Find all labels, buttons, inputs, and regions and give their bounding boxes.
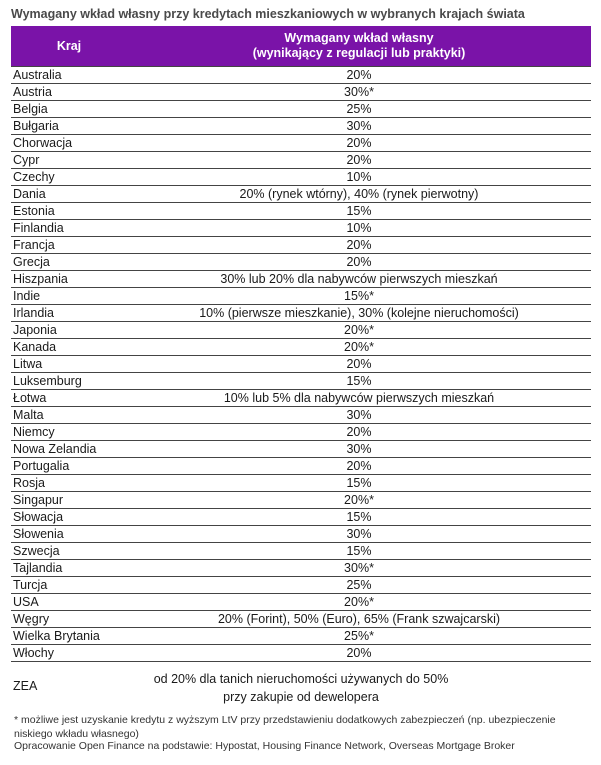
table-row — [11, 203, 591, 220]
row-value: 30%* — [127, 560, 591, 577]
table-row — [11, 322, 591, 339]
row-country: Portugalia — [11, 458, 127, 475]
table-row — [11, 135, 591, 152]
row-country: Włochy — [11, 645, 127, 662]
row-country: Słowacja — [11, 509, 127, 526]
row-value: 20% — [127, 67, 591, 84]
row-value: 20% — [127, 135, 591, 152]
row-value: 20% — [127, 254, 591, 271]
header-requirement-line2: (wynikający z regulacji lub praktyki) — [252, 46, 466, 60]
table-row — [11, 356, 591, 373]
row-country: Nowa Zelandia — [11, 441, 127, 458]
table-row — [11, 645, 591, 662]
table-row — [11, 220, 591, 237]
row-country: Litwa — [11, 356, 127, 373]
table-row — [11, 271, 591, 288]
table-row — [11, 577, 591, 594]
row-country: Szwecja — [11, 543, 127, 560]
row-country: Rosja — [11, 475, 127, 492]
table-row — [11, 441, 591, 458]
table-row — [11, 254, 591, 271]
row-country: Estonia — [11, 203, 127, 220]
row-country: Słowenia — [11, 526, 127, 543]
table-row — [11, 458, 591, 475]
table-row — [11, 84, 591, 101]
row-country: Bułgaria — [11, 118, 127, 135]
table-row — [11, 186, 591, 203]
row-country: Belgia — [11, 101, 127, 118]
table-row — [11, 492, 591, 509]
zea-row — [11, 666, 591, 706]
row-value: 25% — [127, 101, 591, 118]
table-row — [11, 560, 591, 577]
row-value: 15%* — [127, 288, 591, 305]
row-value: 10% lub 5% dla nabywców pierwszych mieszkań — [127, 390, 591, 407]
table-row — [11, 424, 591, 441]
row-value: 20% (rynek wtórny), 40% (rynek pierwotny) — [127, 186, 591, 203]
row-value: 20%* — [127, 339, 591, 356]
row-country: Chorwacja — [11, 135, 127, 152]
row-country: Niemcy — [11, 424, 127, 441]
table-row — [11, 101, 591, 118]
row-value: 15% — [127, 373, 591, 390]
header-requirement — [127, 26, 591, 67]
table-row — [11, 628, 591, 645]
table-row — [11, 339, 591, 356]
row-country: Luksemburg — [11, 373, 127, 390]
row-value: 10% — [127, 220, 591, 237]
row-value: 20% — [127, 152, 591, 169]
row-country: Turcja — [11, 577, 127, 594]
row-value: 20% — [127, 645, 591, 662]
row-country: Finlandia — [11, 220, 127, 237]
table-row — [11, 118, 591, 135]
row-value: 15% — [127, 475, 591, 492]
table-row — [11, 594, 591, 611]
row-country: Tajlandia — [11, 560, 127, 577]
row-country: Dania — [11, 186, 127, 203]
table-row — [11, 169, 591, 186]
table-row — [11, 526, 591, 543]
header-country: Kraj — [11, 26, 127, 67]
table-row — [11, 543, 591, 560]
row-country: Francja — [11, 237, 127, 254]
row-country: Kanada — [11, 339, 127, 356]
row-value: 25% — [127, 577, 591, 594]
table-row — [11, 509, 591, 526]
row-value: 20% — [127, 356, 591, 373]
zea-value: od 20% dla tanich nieruchomości używanych do 50% przy zakupie od dewelopera — [153, 672, 449, 704]
zea-country: ZEA — [13, 679, 38, 693]
row-value: 20% — [127, 458, 591, 475]
row-country: Łotwa — [11, 390, 127, 407]
table-row — [11, 373, 591, 390]
row-country: Singapur — [11, 492, 127, 509]
row-value: 30% — [127, 118, 591, 135]
row-country: USA — [11, 594, 127, 611]
row-value: 15% — [127, 543, 591, 560]
table-row — [11, 611, 591, 628]
row-value: 20%* — [127, 322, 591, 339]
table-body — [11, 67, 591, 662]
row-value: 15% — [127, 203, 591, 220]
table-row — [11, 67, 591, 84]
row-value: 30%* — [127, 84, 591, 101]
row-value: 30% lub 20% dla nabywców pierwszych mieszkań — [127, 271, 591, 288]
table-header-row — [11, 26, 591, 67]
row-value: 15% — [127, 509, 591, 526]
row-value: 30% — [127, 407, 591, 424]
row-value: 10% (pierwsze mieszkanie), 30% (kolejne nieruchomości) — [127, 305, 591, 322]
row-country: Australia — [11, 67, 127, 84]
row-value: 20% — [127, 424, 591, 441]
row-country: Indie — [11, 288, 127, 305]
row-value: 20%* — [127, 492, 591, 509]
row-value: 30% — [127, 526, 591, 543]
row-country: Czechy — [11, 169, 127, 186]
table-title: Wymagany wkład własny przy kredytach mieszkaniowych w wybranych krajach świata — [11, 7, 525, 21]
row-value: 30% — [127, 441, 591, 458]
table-row — [11, 152, 591, 169]
row-country: Irlandia — [11, 305, 127, 322]
table-row — [11, 407, 591, 424]
row-country: Węgry — [11, 611, 127, 628]
row-country: Grecja — [11, 254, 127, 271]
row-country: Wielka Brytania — [11, 628, 127, 645]
row-country: Cypr — [11, 152, 127, 169]
row-country: Japonia — [11, 322, 127, 339]
row-country: Malta — [11, 407, 127, 424]
row-country: Hiszpania — [11, 271, 127, 288]
row-value: 20% — [127, 237, 591, 254]
table-row — [11, 475, 591, 492]
down-payment-table — [11, 26, 591, 662]
table-row — [11, 305, 591, 322]
table-row — [11, 237, 591, 254]
source-note: Opracowanie Open Finance na podstawie: Hypostat, Housing Finance Network, Overseas Mortgage Broker — [14, 740, 515, 752]
footnote: * możliwe jest uzyskanie kredytu z wyższym LtV przy przedstawieniu dodatkowych zabezpieczeń (np. ubezpieczenie niskiego wkładu własnego) — [14, 714, 556, 740]
table-row — [11, 390, 591, 407]
row-value: 25%* — [127, 628, 591, 645]
row-country: Austria — [11, 84, 127, 101]
row-value: 10% — [127, 169, 591, 186]
header-requirement-line1: Wymagany wkład własny — [284, 31, 434, 45]
table-row — [11, 288, 591, 305]
row-value: 20% (Forint), 50% (Euro), 65% (Frank szwajcarski) — [127, 611, 591, 628]
row-value: 20%* — [127, 594, 591, 611]
